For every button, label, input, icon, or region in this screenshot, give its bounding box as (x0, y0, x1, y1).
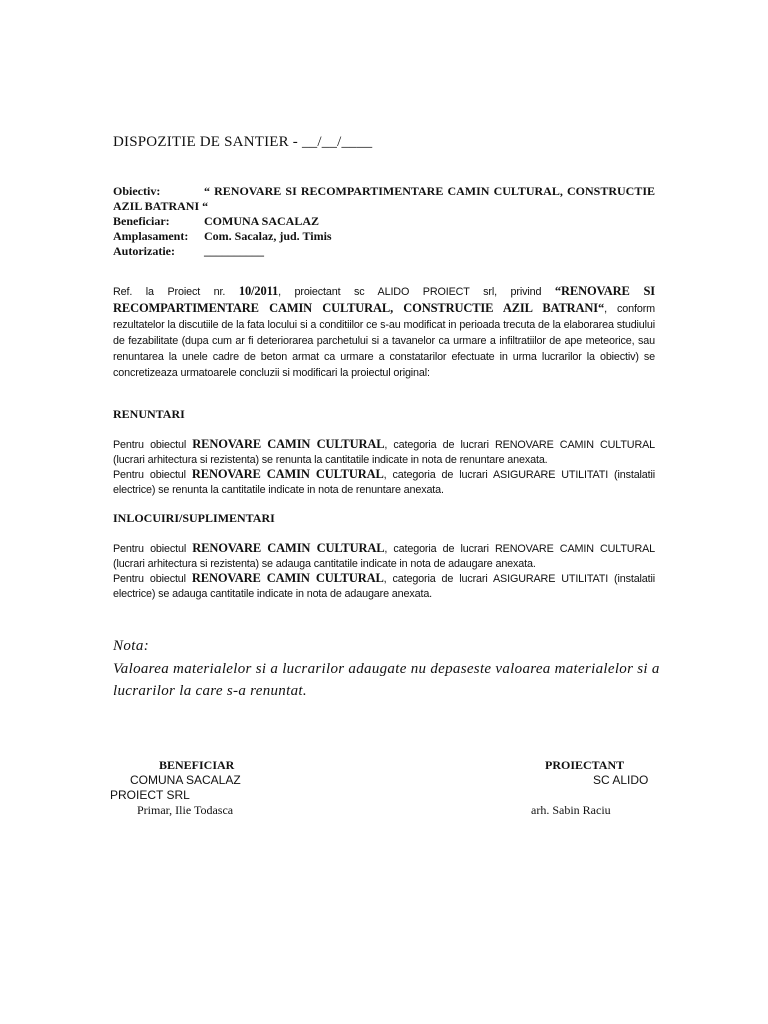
intro-text-2: , proiectant sc ALIDO PROIECT srl, privind (278, 286, 542, 298)
inlocuiri-paragraph-1 (113, 541, 655, 572)
intro-text-1: Ref. la Proiect nr. (113, 286, 226, 298)
authorization-value: __________ (204, 244, 264, 258)
intro-paragraph (113, 283, 655, 381)
objective-value: “ RENOVARE SI RECOMPARTIMENTARE CAMIN CULTURAL, CONSTRUCTIE AZIL BATRANI “ (113, 184, 655, 213)
beneficiar-signature-person: Primar, Ilie Todasca (137, 803, 234, 817)
inlocuiri-2-pre: Pentru obiectul (113, 573, 186, 585)
renuntari-paragraph-2 (113, 467, 655, 498)
project-name: “RENOVARE SI RECOMPARTIMENTARE CAMIN CULTURAL, CONSTRUCTIE AZIL BATRANI“ (113, 284, 655, 315)
proiectant-signature-name-1: SC ALIDO (593, 773, 649, 787)
renuntari-1-pre: Pentru obiectul (113, 439, 187, 451)
beneficiar-signature-title: BENEFICIAR (159, 758, 235, 772)
project-number: 10/2011 (238, 284, 279, 298)
beneficiary-label: Beneficiar: (113, 214, 170, 228)
renuntari-2-pre: Pentru obiectul (113, 469, 186, 481)
proiectant-signature-person: arh. Sabin Raciu (531, 803, 611, 817)
renuntari-paragraph-1 (113, 437, 655, 468)
renuntari-heading: RENUNTARI (113, 407, 185, 421)
renuntari-2-post: , categoria de lucrari ASIGURARE UTILITATI (instalatii electrice) se renunta la cantitatile indicate in nota de renuntare anexata. (113, 469, 656, 496)
renuntari-1-post: , categoria de lucrari RENOVARE CAMIN CULTURAL (lucrari arhitectura si rezistenta) se renunta la cantitatile indicate in nota de renuntare anexata. (113, 439, 655, 466)
beneficiar-signature-name: COMUNA SACALAZ (130, 773, 241, 787)
objective-label: Obiectiv: (113, 184, 161, 198)
inlocuiri-1-pre: Pentru obiectul (113, 543, 187, 555)
location-label: Amplasament: (113, 229, 189, 243)
inlocuiri-1-object: RENOVARE CAMIN CULTURAL (192, 541, 385, 555)
inlocuiri-heading: INLOCUIRI/SUPLIMENTARI (113, 511, 275, 525)
nota-label: Nota: (113, 638, 150, 654)
inlocuiri-1-post: , categoria de lucrari RENOVARE CAMIN CULTURAL (lucrari arhitectura si rezistenta) se adauga cantitatile indicate in nota de adaugare anexata. (113, 543, 655, 570)
inlocuiri-2-object: RENOVARE CAMIN CULTURAL (191, 571, 384, 585)
location-value: Com. Sacalaz, jud. Timis (204, 229, 332, 243)
renuntari-2-object: RENOVARE CAMIN CULTURAL (191, 467, 384, 481)
inlocuiri-paragraph-2 (113, 571, 655, 602)
inlocuiri-2-post: , categoria de lucrari ASIGURARE UTILITATI (instalatii electrice) se adauga cantitatile indicate in nota de adaugare anexata. (113, 573, 656, 600)
nota-text: Valoarea materialelor si a lucrarilor adaugate nu depaseste valoarea materialelor si a lucrarilor la care s-a renuntat. (113, 661, 660, 699)
objective-block (113, 184, 655, 214)
beneficiary-value: COMUNA SACALAZ (204, 214, 320, 228)
renuntari-1-object: RENOVARE CAMIN CULTURAL (192, 437, 385, 451)
proiectant-signature-name-2: PROIECT SRL (110, 788, 190, 802)
proiectant-signature-title: PROIECTANT (545, 758, 625, 772)
intro-text-3: , conform rezultatelor la discutiile de la fata locului si a conditiilor ce s-au modificat in perioada trecuta de la elaborarea studiului de fezabilitate (dupa cum ar fi deteriorarea parchetului si a tavanelor ca urmare a infiltratiilor de ape meteorice, sau renuntarea la unele cadre de beton armat ca urmare a constatarilor efectuate in urma lucrarilor la obiectiv) se concretizeaza urmatoarele concluzii si modificari la proiectul original: (113, 303, 656, 379)
authorization-label: Autorizatie: (113, 244, 175, 258)
document-title: DISPOZITIE DE SANTIER - __/__/____ (113, 134, 373, 150)
